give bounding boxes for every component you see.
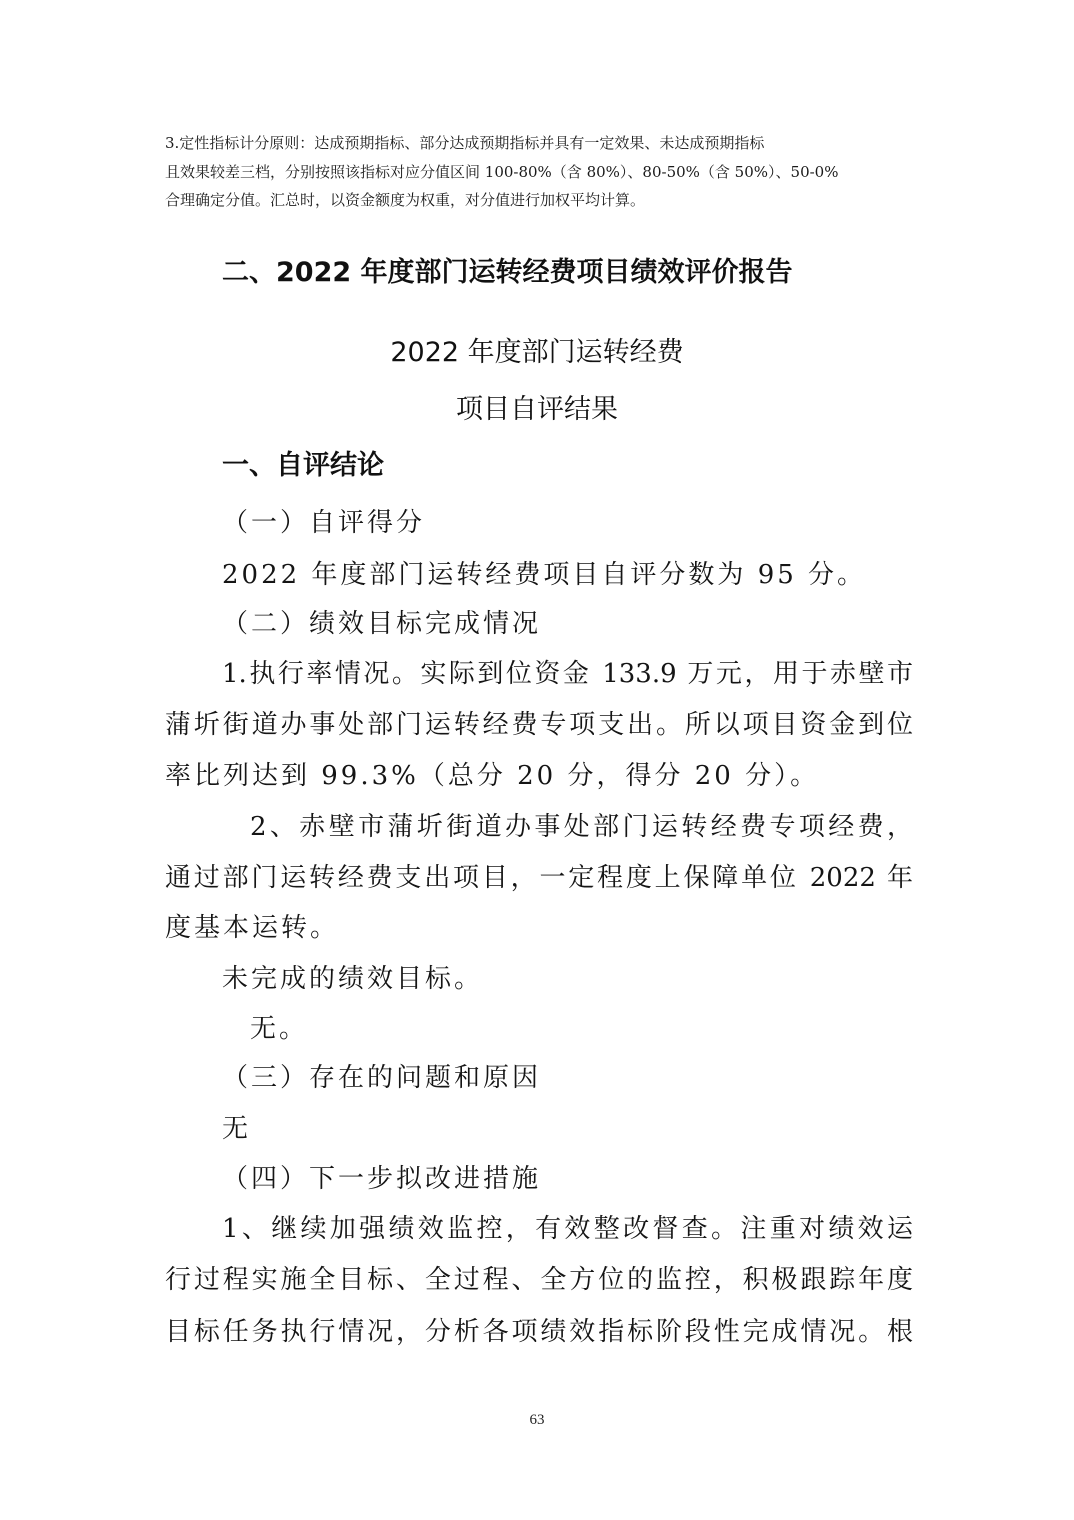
goal-item-2-line-3: 度基本运转。 [165, 913, 340, 943]
goal-item-2-line-2: 通过部门运转经费支出项目，一定程度上保障单位 2022 年 [165, 863, 913, 893]
report-title-line-2: 项目自评结果 [456, 394, 618, 425]
measures-heading: （四）下一步拟改进措施 [222, 1164, 542, 1194]
measures-line-3: 目标任务执行情况，分析各项绩效指标阶段性完成情况。根 [165, 1317, 913, 1347]
goal-item-2-line-1: 2、赤壁市蒲圻街道办事处部门运转经费专项经费， [250, 812, 913, 842]
report-title-line-1: 2022 年度部门运转经费 [390, 337, 684, 368]
unfinished-goals-value: 无。 [250, 1014, 309, 1044]
conclusion-heading: 一、自评结论 [222, 450, 384, 481]
goal-item-1-line-1: 1.执行率情况。实际到位资金 133.9 万元，用于赤壁市 [222, 659, 913, 689]
goals-heading: （二）绩效目标完成情况 [222, 609, 542, 639]
measures-line-2: 行过程实施全目标、全过程、全方位的监控，积极跟踪年度 [165, 1265, 913, 1295]
unfinished-goals-label: 未完成的绩效目标。 [222, 964, 484, 994]
goal-item-1-line-3: 率比列达到 99.3%（总分 20 分，得分 20 分）。 [165, 761, 820, 791]
page-number: 63 [529, 1412, 545, 1428]
score-heading: （一）自评得分 [222, 508, 426, 538]
scoring-note-line-3: 合理确定分值。汇总时，以资金额度为权重，对分值进行加权平均计算。 [165, 191, 646, 209]
measures-line-1: 1、继续加强绩效监控，有效整改督查。注重对绩效运 [222, 1214, 913, 1244]
problems-heading: （三）存在的问题和原因 [222, 1063, 542, 1093]
section-heading: 二、2022 年度部门运转经费项目绩效评价报告 [222, 257, 793, 288]
score-text: 2022 年度部门运转经费项目自评分数为 95 分。 [222, 560, 867, 590]
goal-item-1-line-2: 蒲圻街道办事处部门运转经费专项支出。所以项目资金到位 [165, 710, 913, 740]
scoring-note-line-1: 3.定性指标计分原则：达成预期指标、部分达成预期指标并具有一定效果、未达成预期指标 [165, 134, 765, 152]
problems-text: 无 [222, 1114, 252, 1144]
scoring-note-line-2: 且效果较差三档，分别按照该指标对应分值区间 100-80%（含 80%）、80-50%（含 50%）、50-0% [165, 163, 839, 181]
